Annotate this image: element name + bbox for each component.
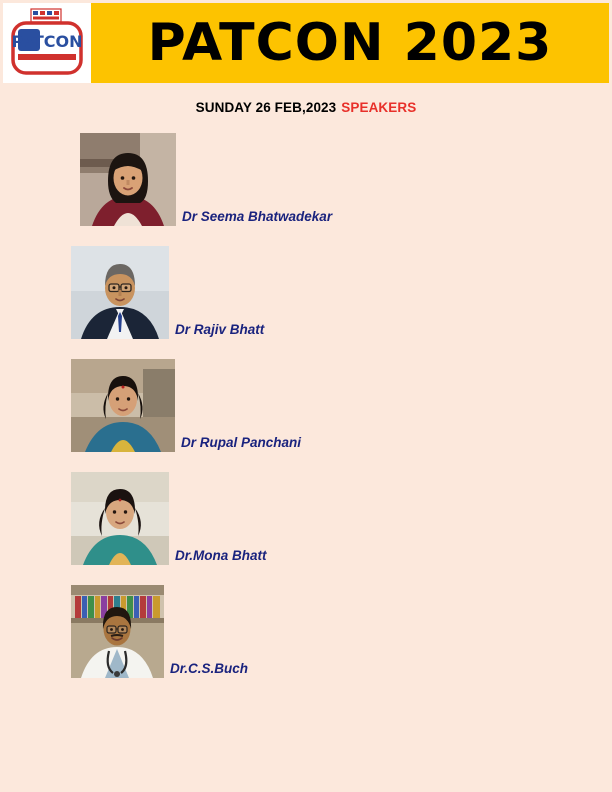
patcon-logo-icon <box>7 7 87 79</box>
portrait-illustration <box>71 472 169 565</box>
speaker-name: Dr Rupal Panchani <box>181 435 302 450</box>
speaker-row <box>80 133 332 226</box>
speaker-photo <box>71 359 175 452</box>
portrait-illustration <box>71 585 164 678</box>
event-date: SUNDAY 26 FEB,2023 <box>195 100 337 115</box>
section-label: SPEAKERS <box>341 100 417 115</box>
speaker-name: Dr Rajiv Bhatt <box>175 322 265 337</box>
speaker-name: Dr Seema Bhatwadekar <box>182 209 333 224</box>
speaker-photo <box>71 585 164 678</box>
speaker-name: Dr.C.S.Buch <box>170 661 249 676</box>
portrait-illustration <box>71 359 175 452</box>
patcon-logo <box>3 3 91 83</box>
speaker-row <box>71 359 301 452</box>
speaker-photo <box>80 133 176 226</box>
speaker-row <box>71 246 264 339</box>
portrait-illustration <box>71 246 169 339</box>
title-banner <box>91 3 609 83</box>
page-header <box>0 0 612 86</box>
speaker-photo <box>71 246 169 339</box>
speaker-row <box>71 585 248 678</box>
speaker-photo <box>71 472 169 565</box>
page-title: PATCON 2023 <box>147 13 553 73</box>
dateline <box>0 100 612 115</box>
portrait-illustration <box>80 133 176 226</box>
svg-text:PATCON: PATCON <box>11 32 83 51</box>
speaker-name: Dr.Mona Bhatt <box>175 548 267 563</box>
speaker-row <box>71 472 267 565</box>
